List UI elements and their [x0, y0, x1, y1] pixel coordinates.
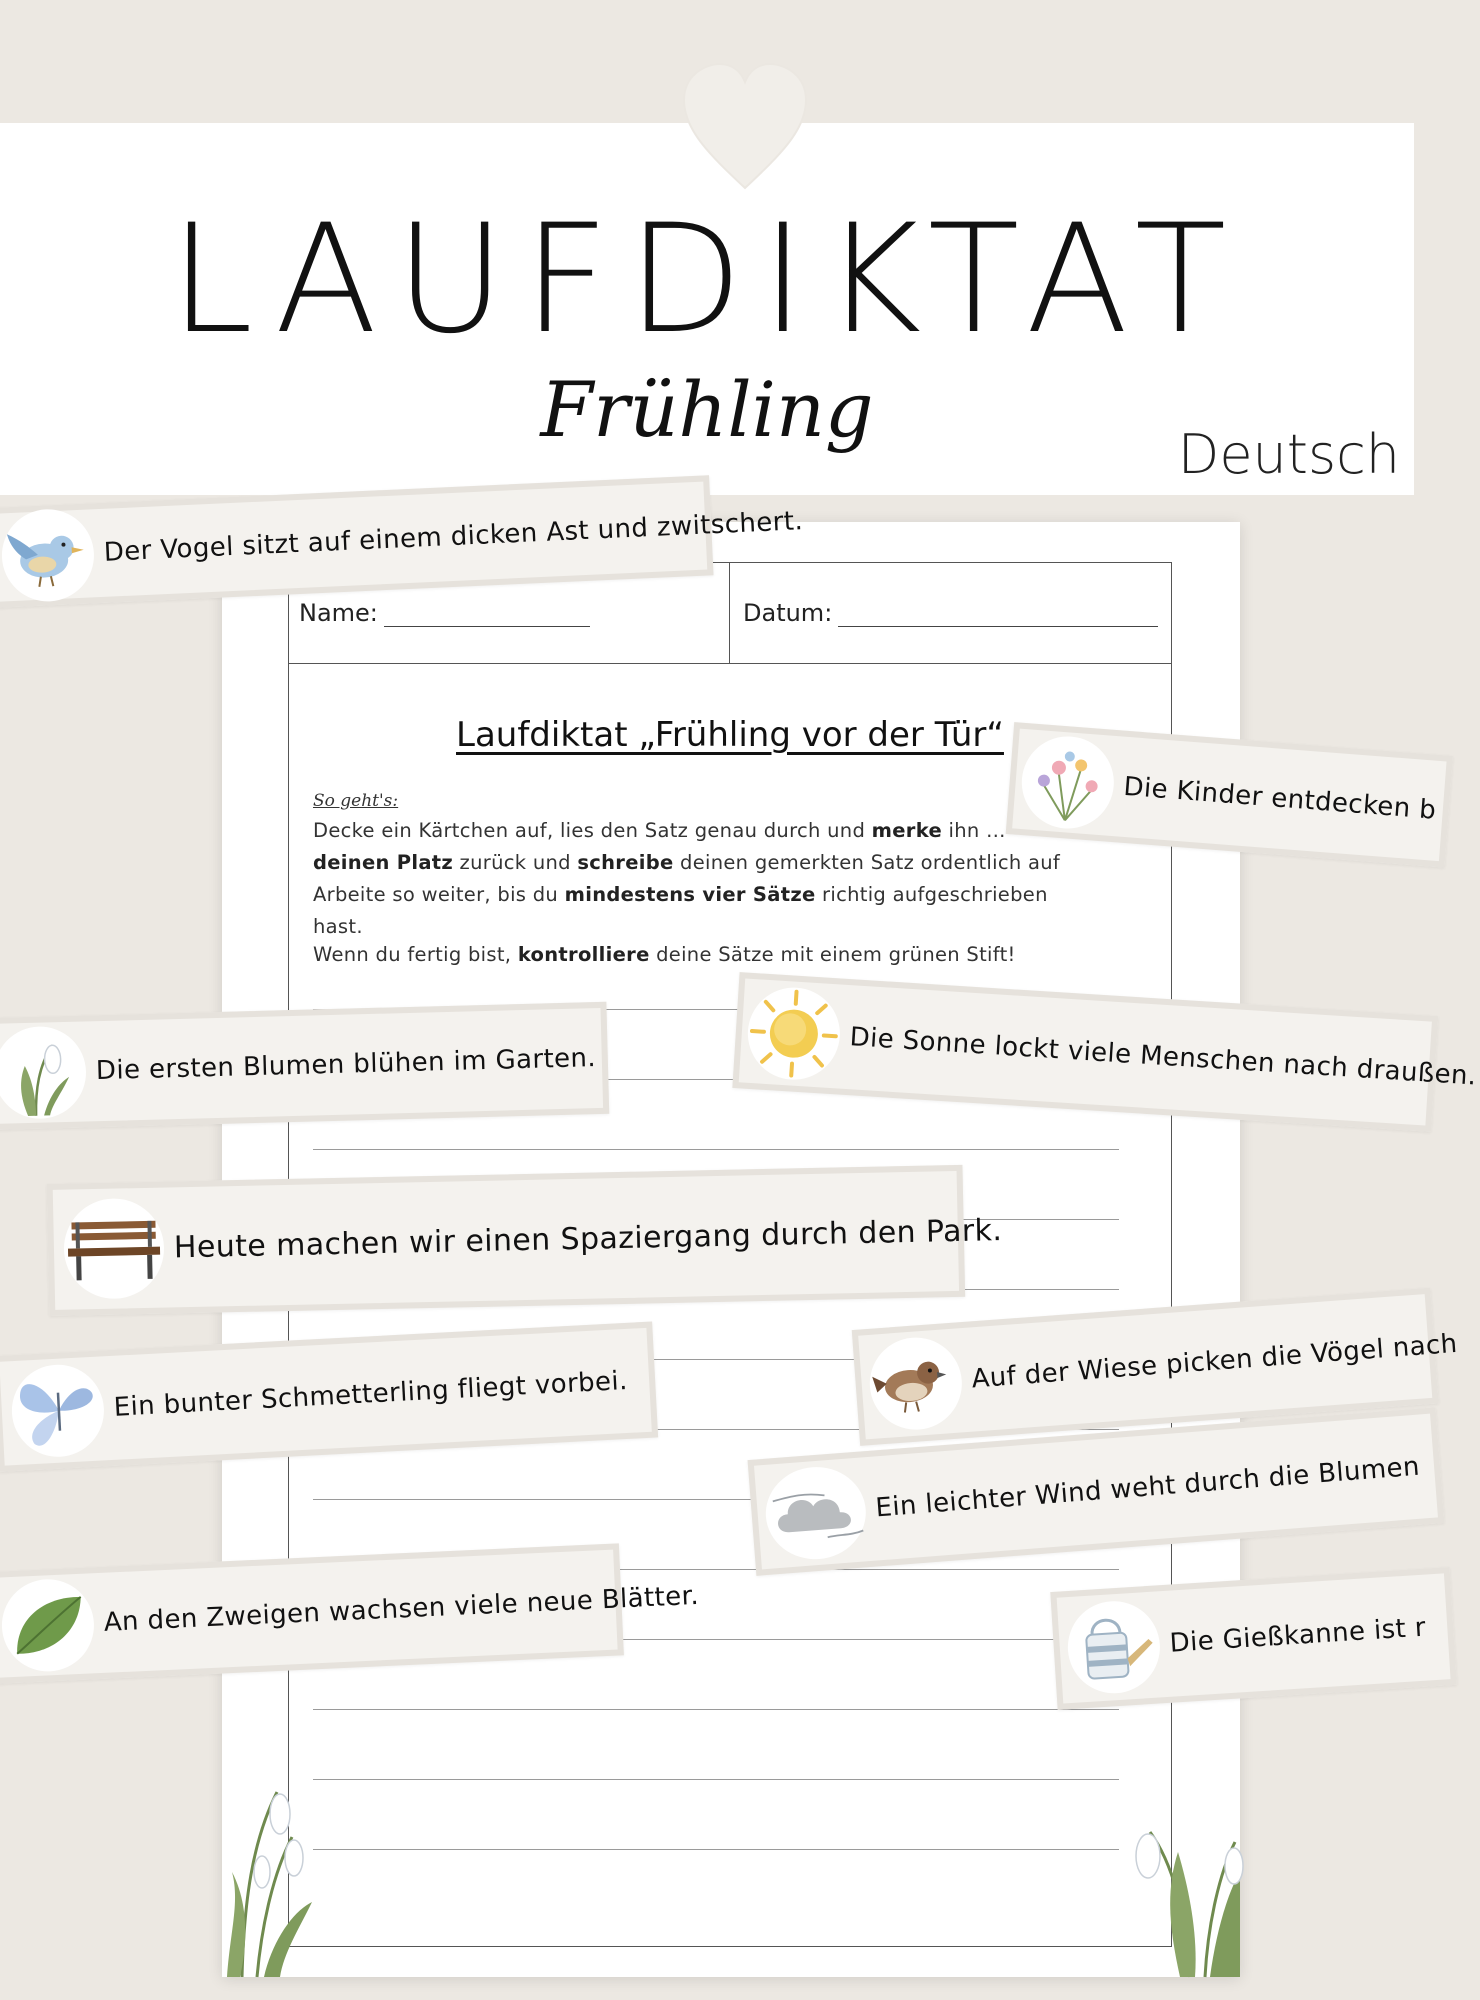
cloud-wind-icon	[762, 1463, 869, 1562]
writing-line[interactable]	[313, 1779, 1119, 1780]
instructions-check: Wenn du fertig bist, kontrolliere deine Sätze mit einem grünen Stift!	[313, 943, 1016, 966]
date-label: Datum:	[743, 599, 833, 627]
card-text: Der Vogel sitzt auf einem dicken Ast und zwitschert.	[103, 506, 804, 568]
writing-line[interactable]	[313, 1149, 1119, 1150]
sentence-card[interactable]	[47, 1165, 1003, 1316]
card-text: Heute machen wir einen Spaziergang durch den Park.	[173, 1212, 1003, 1265]
sentence-card[interactable]	[0, 1002, 609, 1130]
butterfly-icon	[10, 1362, 107, 1459]
subject-label: Deutsch	[1177, 423, 1400, 486]
snowdrop-icon	[0, 1025, 87, 1119]
card-text: Die Kinder entdecken b	[1122, 771, 1438, 826]
card-text: Ein leichter Wind weht durch die Blumen	[874, 1451, 1421, 1524]
writing-line[interactable]	[313, 1709, 1119, 1710]
bench-icon	[63, 1198, 165, 1300]
card-text: Auf der Wiese picken die Vögel nach	[970, 1328, 1459, 1395]
flowers-icon	[1018, 733, 1117, 832]
card-text: An den Zweigen wachsen viele neue Blätter.	[103, 1580, 700, 1638]
card-text: Die Sonne lockt viele Menschen nach draußen.	[848, 1022, 1478, 1092]
card-text: Die ersten Blumen blühen im Garten.	[95, 1043, 597, 1087]
instructions: Decke ein Kärtchen auf, lies den Satz genau durch und merke ihn … deinen Platz zurück und schreibe deinen gemerkten Satz ordentlich auf Arbeite so weiter, bis du mindestens vier Sätze richtig aufgeschrieben hast.	[313, 819, 1061, 938]
heart-icon	[680, 60, 810, 195]
leaf-icon	[0, 1577, 96, 1673]
snowdrop-illustration-left	[222, 1752, 332, 1977]
card-text: Die Gießkanne ist r	[1168, 1612, 1427, 1659]
page-title: LAUFDIKTAT	[169, 193, 1245, 367]
name-label: Name:	[299, 599, 378, 627]
page-subtitle: Frühling	[540, 365, 874, 454]
watering-can-icon	[1065, 1598, 1163, 1696]
worksheet-title: Laufdiktat „Frühling vor der Tür“	[456, 715, 1004, 755]
snowdrop-illustration-right	[1120, 1762, 1240, 1977]
bird-icon	[0, 507, 96, 603]
writing-line[interactable]	[313, 1849, 1119, 1850]
sentence-card[interactable]	[1050, 1567, 1457, 1710]
howto-label: So geht's:	[313, 791, 399, 811]
date-field[interactable]	[743, 599, 1158, 627]
name-field[interactable]	[299, 599, 590, 627]
sun-icon	[745, 985, 843, 1083]
card-text: Ein bunter Schmetterling fliegt vorbei.	[113, 1365, 629, 1423]
sparrow-icon	[867, 1334, 965, 1432]
